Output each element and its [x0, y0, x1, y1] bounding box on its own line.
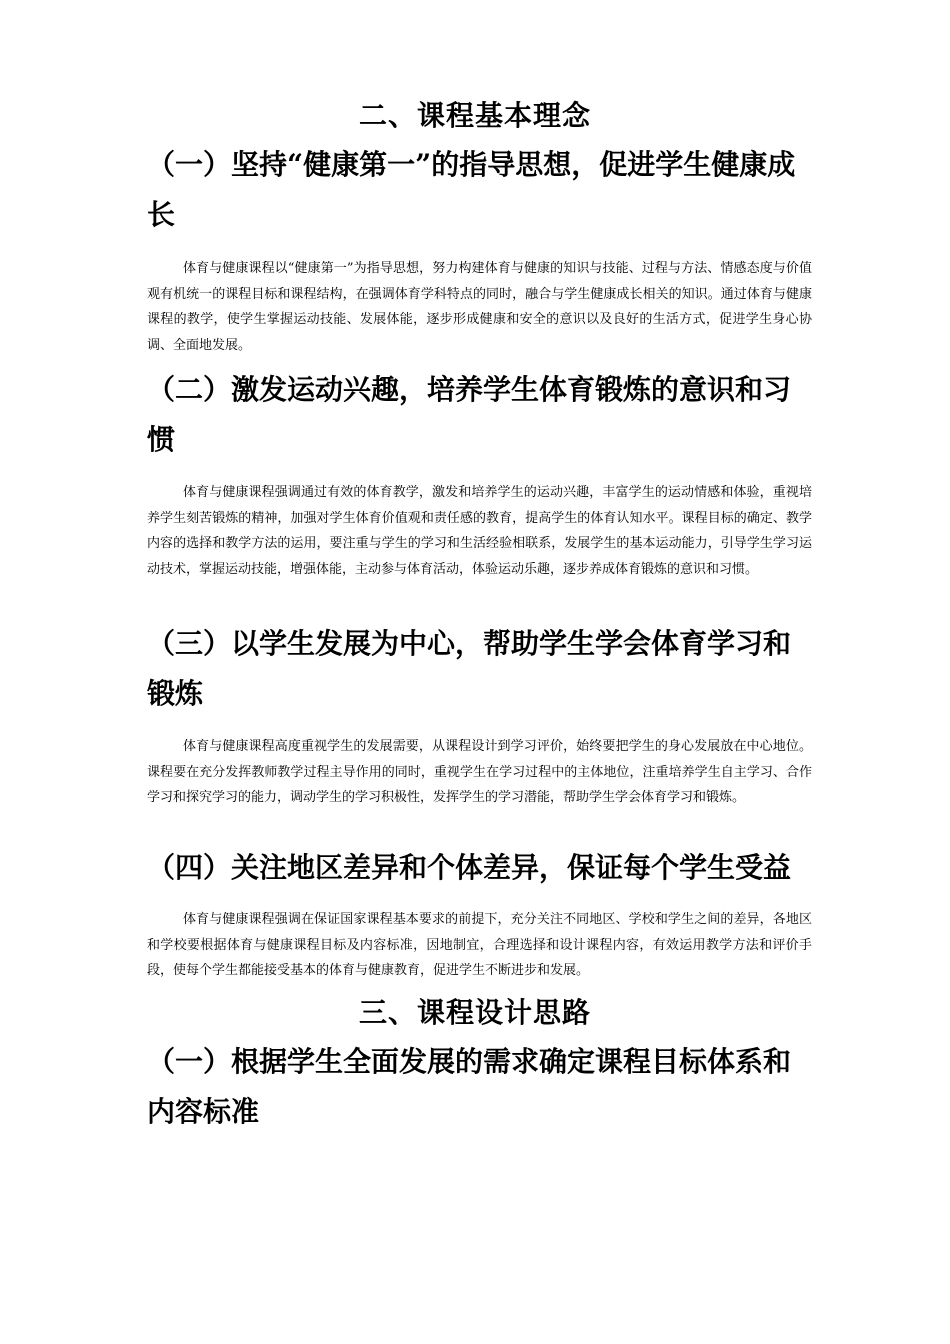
- paragraph-regional-differences: 体育与健康课程强调在保证国家课程基本要求的前提下，充分关注不同地区、学校和学生之间的差异，各地区和学校要根据体育与健康课程目标及内容标准，因地制宜，合理选择和设计课程内容，有效运用教学方法和评价手段，使每个学生都能接受基本的体育与健康教育，促进学生不断进步和发展。: [147, 912, 812, 978]
- section-heading-regional-differences: （四）关注地区差异和个体差异，保证每个学生受益: [147, 851, 792, 884]
- section-heading-student-centered: （三）以学生发展为中心，帮助学生学会体育学习和锻炼: [147, 627, 792, 710]
- section-heading-goal-system: （一）根据学生全面发展的需求确定课程目标体系和内容标准: [147, 1045, 792, 1128]
- section-heading-sports-interest: （二）激发运动兴趣，培养学生体育锻炼的意识和习惯: [147, 373, 792, 456]
- chapter-title-design-ideas: 三、课程设计思路: [358, 996, 591, 1029]
- section-heading-health-first: （一）坚持“健康第一”的指导思想，促进学生健康成长: [147, 148, 796, 231]
- paragraph-health-first: 体育与健康课程以“健康第一”为指导思想，努力构建体育与健康的知识与技能、过程与方法、情感态度与价值观有机统一的课程目标和课程结构，在强调体育学科特点的同时，融合与学生健康成长相关的知识。通过体育与健康课程的教学，使学生掌握运动技能、发展体能，逐步形成健康和安全的意识以及良好的生活方式，促进学生身心协调、全面地发展。: [147, 261, 812, 353]
- chapter-title-course-philosophy: 二、课程基本理念: [358, 99, 591, 132]
- paragraph-student-centered: 体育与健康课程高度重视学生的发展需要，从课程设计到学习评价，始终要把学生的身心发展放在中心地位。课程要在充分发挥教师教学过程主导作用的同时，重视学生在学习过程中的主体地位，注重培养学生自主学习、合作学习和探究学习的能力，调动学生的学习积极性，发挥学生的学习潜能，帮助学生学会体育学习和锻炼。: [147, 739, 812, 805]
- paragraph-sports-interest: 体育与健康课程强调通过有效的体育教学，激发和培养学生的运动兴趣，丰富学生的运动情感和体验，重视培养学生刻苦锻炼的精神，加强对学生体育价值观和责任感的教育，提高学生的体育认知水平。课程目标的确定、教学内容的选择和教学方法的运用，要注重与学生的学习和生活经验相联系，发展学生的基本运动能力，引导学生学习运动技术，掌握运动技能，增强体能，主动参与体育活动，体验运动乐趣，逐步养成体育锻炼的意识和习惯。: [147, 485, 812, 577]
